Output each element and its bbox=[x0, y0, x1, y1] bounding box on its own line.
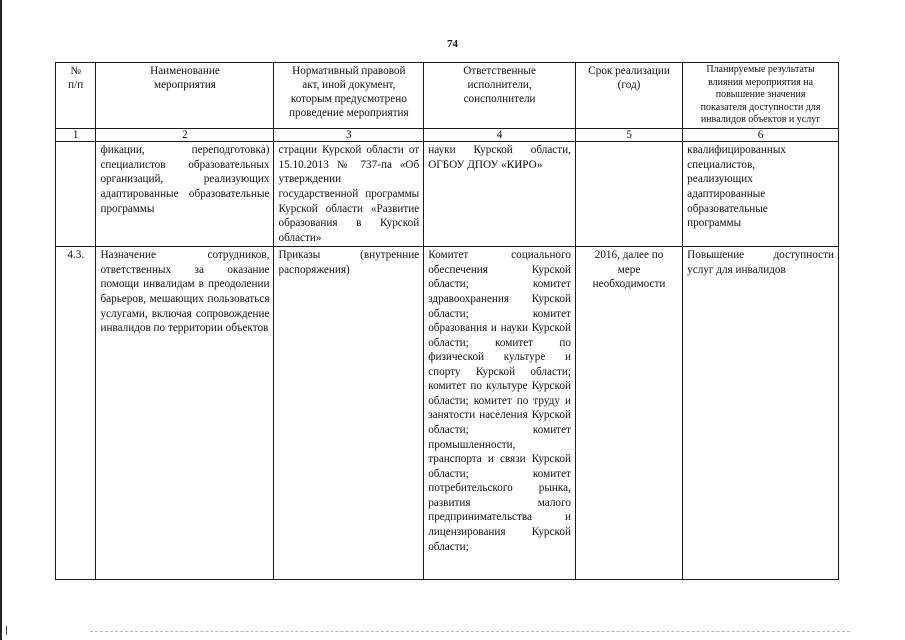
header-act: Нормативный правовой акт, иной документ, которым предусмотрено проведение мероприятия bbox=[274, 63, 424, 129]
column-number: 1 bbox=[56, 129, 96, 142]
header-num: № п/п bbox=[56, 63, 96, 129]
row-num: 4.3. bbox=[56, 247, 96, 580]
scan-margin-mark bbox=[6, 626, 7, 635]
header-result: Планируемые результаты влияния мероприятия на повышение значения показателя доступности для инвалидов объектов и услуг bbox=[683, 63, 839, 129]
column-number: 2 bbox=[96, 129, 274, 142]
row-responsible: науки Курской области, ОГБОУ ДПОУ «КИРО» bbox=[424, 142, 576, 247]
table-row bbox=[56, 142, 839, 247]
column-number: 3 bbox=[274, 129, 424, 142]
column-number-row bbox=[56, 129, 839, 142]
table-header-row bbox=[56, 63, 839, 129]
row-num bbox=[56, 142, 96, 247]
row-term: 2016, далее по мере необходимости bbox=[575, 247, 682, 580]
row-result: квалифицированных специалистов, реализующих адаптированные образовательные программы bbox=[683, 142, 839, 247]
column-number: 4 bbox=[424, 129, 576, 142]
scan-left-edge bbox=[0, 0, 2, 640]
header-name: Наименование мероприятия bbox=[96, 63, 274, 129]
column-number: 6 bbox=[683, 129, 839, 142]
measures-table bbox=[55, 62, 839, 580]
row-legal-act: Приказы (внутренние распоряжения) bbox=[274, 247, 424, 580]
table-row bbox=[56, 247, 839, 580]
page-number: 74 bbox=[447, 38, 458, 50]
row-measure-name: Назначение сотрудников, ответственных за оказание помощи инвалидам в преодолении барьеров, мешающих пользоваться услугами, включая сопровождение инвалидов по территории объектов bbox=[96, 247, 274, 580]
row-result: Повышение доступности услуг для инвалидов bbox=[683, 247, 839, 580]
header-term: Срок реализации (год) bbox=[575, 63, 682, 129]
row-legal-act: страции Курской области от 15.10.2013 № 737-па «Об утверждении государственной программы Курской области «Развитие образования в Курской области» bbox=[274, 142, 424, 247]
scan-footer-artifact bbox=[90, 631, 850, 634]
header-responsible: Ответственные исполнители, соисполнители bbox=[424, 63, 576, 129]
row-measure-name: фикации, переподготовка) специалистов образовательных организаций, реализующих адаптированные образовательные программы bbox=[96, 142, 274, 247]
row-responsible: Комитет социального обеспечения Курской области; комитет здравоохранения Курской области; комитет образования и науки Курской области; комитет по физической культуре и спорту Курской области; комитет по культуре Курской области; комитет по труду и занятости населения Курской области; комитет промышленности, транспорта и связи Курской области; комитет потребительского рынка, развития малого предпринимательства и лицензирования Курской области; bbox=[424, 247, 576, 580]
row-term bbox=[575, 142, 682, 247]
column-number: 5 bbox=[575, 129, 682, 142]
